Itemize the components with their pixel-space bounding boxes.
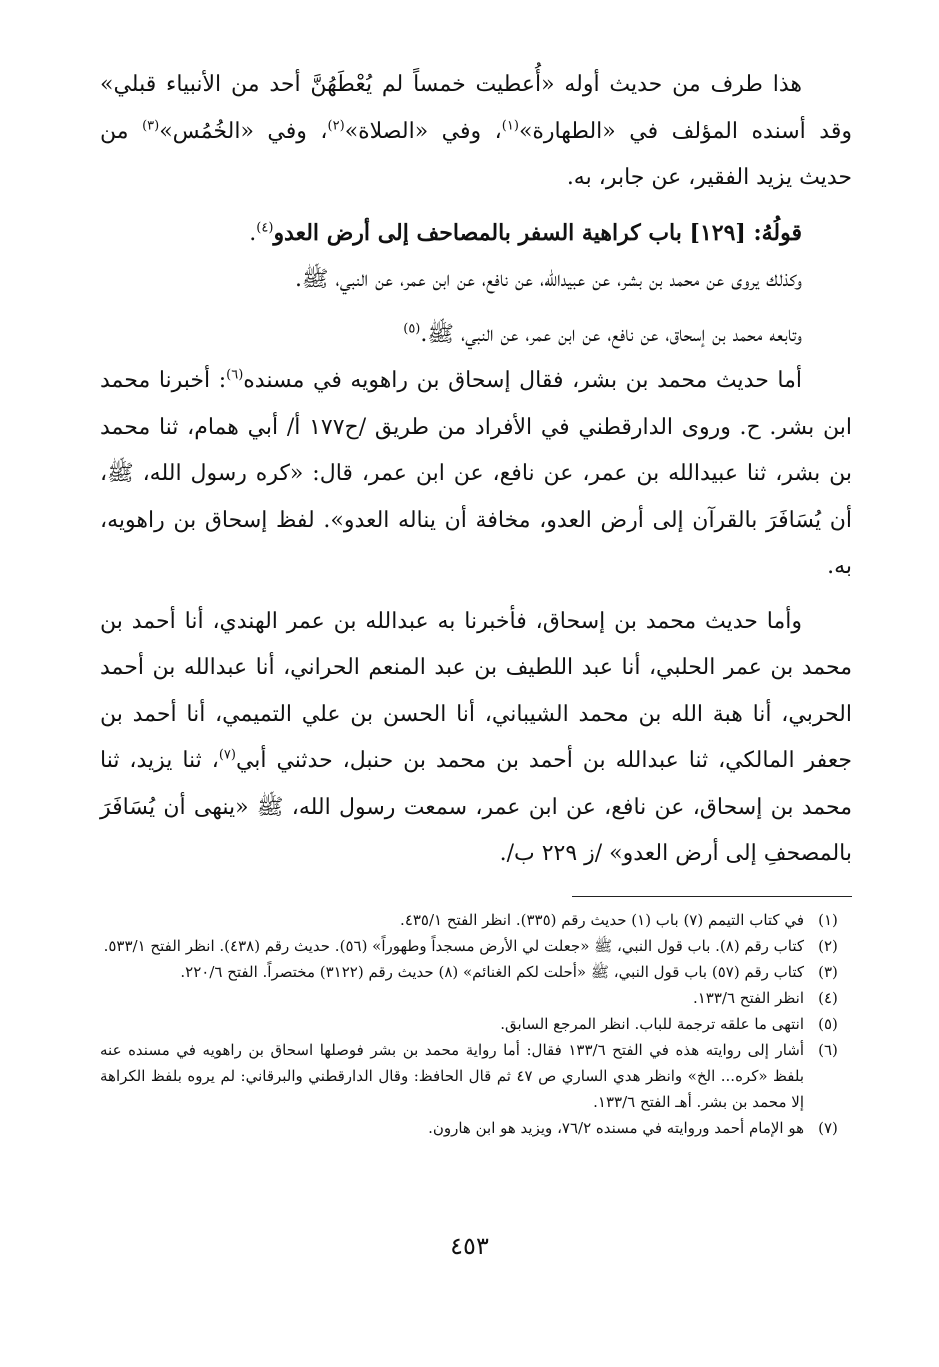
- footnotes: [100, 907, 852, 1141]
- paragraph-1-text-d: من حديث يزيد الفقير، عن جابر، به.: [100, 118, 852, 190]
- footnote-ref-3: (٣): [142, 118, 160, 134]
- paragraph-1: [100, 62, 852, 202]
- page-number: ٤٥٣: [450, 1232, 489, 1260]
- footnote-number: (٢): [818, 936, 838, 955]
- footnote-7: [100, 1115, 852, 1141]
- paragraph-1-text-c: ، وفي «الخُمُس»: [159, 118, 328, 144]
- footnote-4: [100, 985, 852, 1011]
- footnote-5: [100, 1011, 852, 1037]
- footnote-text: في كتاب التيمم (٧) باب (١) حديث رقم (٣٣٥). انظر الفتح ٤٣٥/١.: [400, 910, 804, 929]
- page: [100, 62, 852, 1141]
- paragraph-2-heading: [100, 210, 852, 258]
- paragraph-5-text: أما حديث محمد بن بشر، فقال إسحاق بن راهويه في مسنده: [243, 368, 802, 393]
- paragraph-3-text: وكذلك يروى عن محمد بن بشر، عن عبيدالله، عن نافع، عن ابن عمر، عن النبي، ﷺ.: [294, 267, 802, 292]
- footnote-number: (٧): [818, 1118, 838, 1137]
- footnote-ref-5: (٥): [403, 321, 421, 337]
- footnote-ref-2: (٢): [327, 118, 345, 134]
- footnote-ref-7: (٧): [218, 747, 236, 763]
- footnote-text: انتهى ما علقه ترجمة للباب. انظر المرجع السابق.: [500, 1014, 804, 1033]
- paragraph-6-text-b: ، ثنا يزيد، ثنا محمد بن إسحاق، عن نافع، عن ابن عمر، سمعت رسول الله، ﷺ «ينهى أن يُسَافَرَ بالمصحفِ إلى أرض العدو» /ز ٢٢٩ ب/.: [100, 748, 852, 866]
- paragraph-4-text: وتابعه محمد بن إسحاق، عن نافع، عن ابن عمر، عن النبي، ﷺ.: [420, 321, 802, 347]
- paragraph-6-text: وأما حديث محمد بن إسحاق، فأخبرنا به عبدالله بن عمر الهندي، أنا أحمد بن محمد بن عمر الحلبي، أنا عبد اللطيف بن عبد المنعم الحراني، أنا عبدالله بن أحمد الحربي، أنا هبة الله بن محمد الشيباني، أنا الحسن بن علي التميمي، أنا أحمد بن جعفر المالكي، ثنا عبدالله بن أحمد بن محمد بن حنبل، حدثني أبي: [100, 608, 852, 773]
- footnote-number: (٥): [818, 1014, 838, 1033]
- footnote-1: [100, 907, 852, 933]
- footnote-6: [100, 1037, 852, 1115]
- footnote-divider: [572, 896, 852, 897]
- footnote-ref-1: (١): [501, 118, 519, 134]
- section-heading: قولُهُ: [١٢٩] باب كراهية السفر بالمصاحف إلى أرض العدو: [273, 219, 802, 246]
- footnote-text: هو الإمام أحمد وروايته في مسنده ٧٦/٢، ويزيد هو ابن هارون.: [428, 1118, 804, 1137]
- footnote-number: (٤): [818, 988, 838, 1007]
- footnote-text: أشار إلى روايته هذه في الفتح ١٣٣/٦ فقال: أما رواية محمد بن بشر فوصلها اسحاق بن راهويه في مسنده عنه بلفظ «كره... الخ» وانظر هدي الساري ص ٤٧ ثم قال الحافظ: وقال الدارقطني والبرقاني: لم يروه بلفظ الكراهة إلا محمد بن بشر. أهـ الفتح ١٣٣/٦.: [100, 1040, 805, 1111]
- footnote-3: [100, 959, 852, 985]
- paragraph-1-text: هذا طرف من حديث أوله «أُعطيت خمساً لم يُعْطَهُنَّ أحد من الأنبياء قبلي» وقد أسنده المؤلف في «الطهارة»: [100, 72, 852, 144]
- heading-end: .: [249, 220, 257, 246]
- footnote-number: (٣): [818, 962, 838, 981]
- footnote-text: انظر الفتح ١٣٣/٦.: [692, 988, 804, 1007]
- footnote-ref-6: (٦): [226, 367, 244, 383]
- footnote-text: كتاب رقم (٨). باب قول النبي، ﷺ «جعلت لي الأرض مسجداً وطهوراً» (٥٦). حديث رقم (٤٣٨). انظر الفتح ٥٣٣/١.: [103, 936, 804, 955]
- main-text: [100, 62, 852, 878]
- footnote-number: (١): [818, 910, 838, 929]
- footnote-text: كتاب رقم (٥٧) باب قول النبي، ﷺ «أحلت لكم الغنائم» (٨) حديث رقم (٣١٢٢) مختصراً. الفتح ٢٢٠/٦.: [180, 962, 804, 981]
- footnote-number: (٦): [818, 1040, 838, 1059]
- paragraph-1-text-b: ، وفي «الصلاة»: [344, 118, 502, 144]
- paragraph-6: [100, 599, 852, 878]
- paragraph-3: [100, 257, 852, 304]
- paragraph-5: [100, 358, 852, 591]
- footnote-ref-4: (٤): [256, 220, 274, 236]
- paragraph-5-text-b: : أخبرنا محمد ابن بشر. ح. وروى الدارقطني في الأفراد من طريق /ح١٧٧ أ/ أبي همام، ثنا محمد بن بشر، ثنا عبيدالله بن عمر، عن نافع، عن ابن عمر، قال: «كره رسول الله، ﷺ، أن يُسَافَرَ بالقرآن إلى أرض العدو، مخافة أن يناله العدو». لفظ إسحاق بن راهويه، به.: [100, 368, 852, 579]
- paragraph-4: [100, 312, 852, 359]
- footnote-2: [100, 933, 852, 959]
